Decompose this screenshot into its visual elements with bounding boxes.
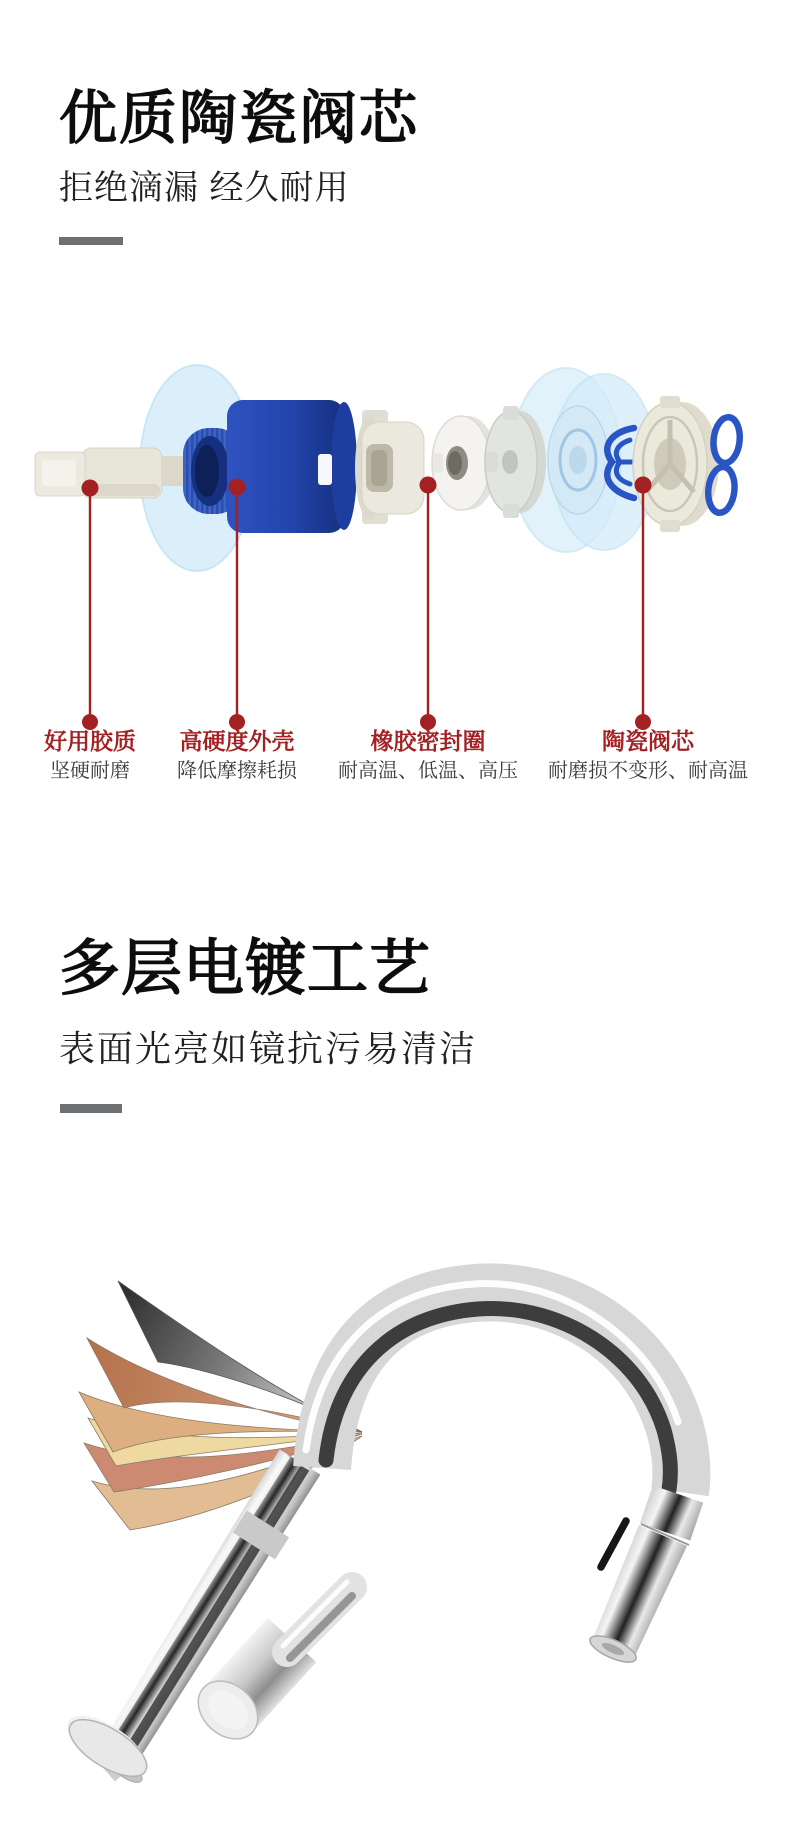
callout-desc: 耐高温、低温、高压 — [338, 760, 518, 783]
ceramic-valve-exploded-illustration — [0, 340, 790, 740]
faucet-plating-layers-illustration — [0, 1100, 790, 1846]
section1-title: 优质陶瓷阀芯 — [59, 86, 420, 151]
callout-label: 高硬度外壳 — [179, 728, 295, 754]
body-collar-band — [254, 1524, 268, 1546]
sprayer-button — [601, 1521, 626, 1567]
section2-subtitle: 表面光亮如镜抗污易清洁 — [59, 1028, 478, 1069]
callout-desc: 坚硬耐磨 — [50, 760, 130, 783]
gooseneck-spout — [306, 1284, 681, 1492]
bonnet-part — [355, 410, 424, 524]
faucet-handle — [283, 1582, 352, 1658]
callout-label: 橡胶密封圈 — [370, 728, 486, 754]
callout-desc: 耐磨损不变形、耐高温 — [548, 760, 748, 783]
callout-item — [177, 729, 297, 782]
callout-label: 陶瓷阀芯 — [602, 728, 694, 754]
callout-label: 好用胶质 — [44, 728, 136, 754]
callout-desc: 降低摩擦耗损 — [177, 760, 297, 783]
section2-title: 多层电镀工艺 — [59, 934, 432, 1002]
sprayer-head — [587, 1485, 704, 1667]
callout-item — [44, 729, 136, 782]
ceramic-plate-part — [633, 396, 719, 532]
ring-disc-part — [548, 406, 608, 514]
section1-subtitle: 拒绝滴漏 经久耐用 — [59, 169, 350, 207]
callout-item — [338, 729, 518, 782]
callout-item — [548, 729, 748, 782]
section1-divider — [59, 237, 123, 245]
